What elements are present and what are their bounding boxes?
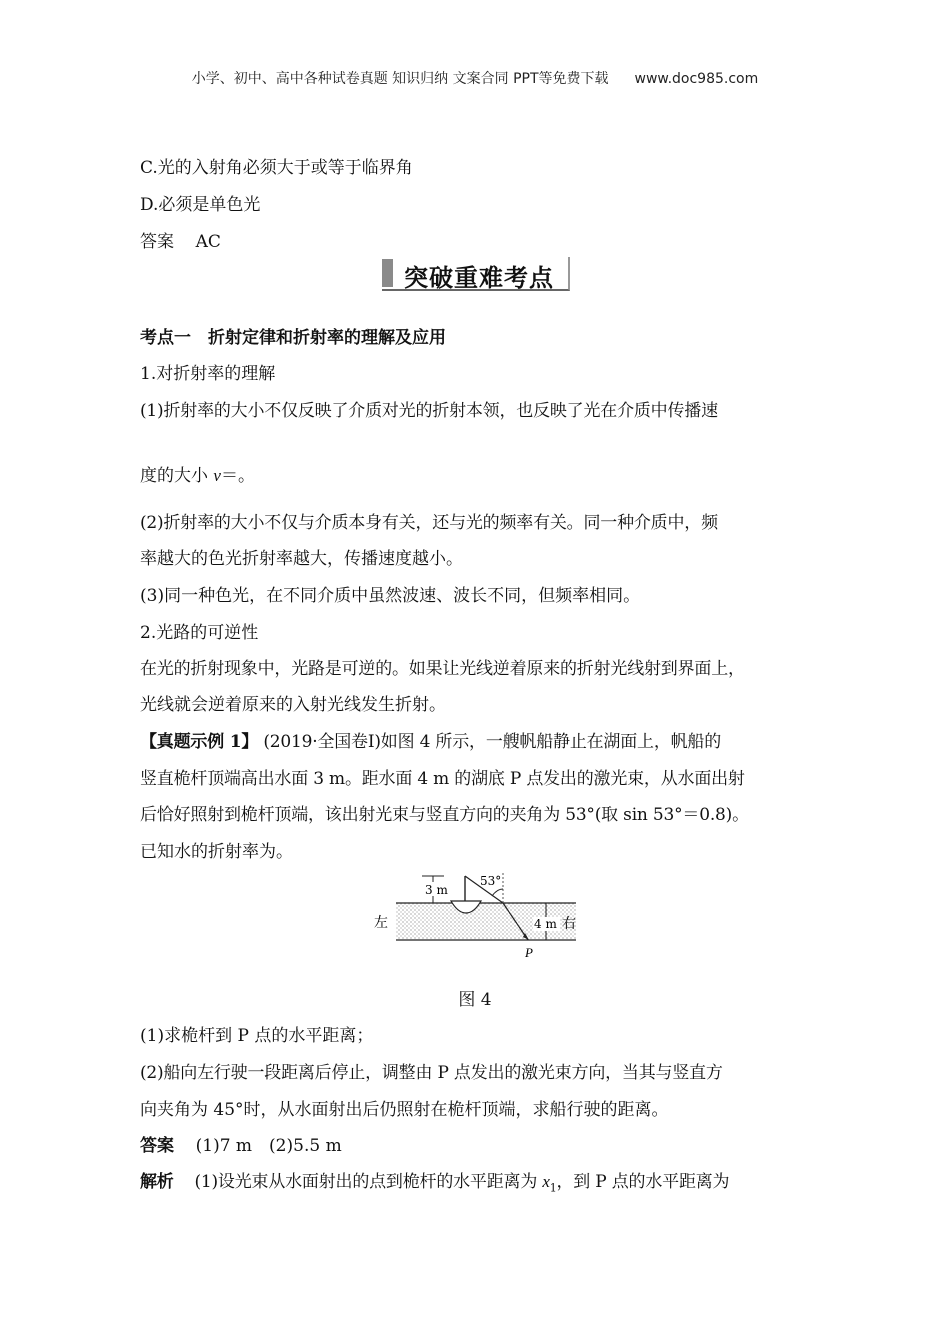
- banner-bar: [382, 259, 393, 287]
- question-2-line-2: 向夹角为 45°时，从水面射出后仍照射在桅杆顶端，求船行驶的距离。: [140, 1100, 669, 1120]
- answer-value: (1)7 m (2)5.5 m: [195, 1136, 342, 1156]
- example-line-2: 竖直桅杆顶端高出水面 3 m。距水面 4 m 的湖底 P 点发出的激光束，从水面出射: [140, 769, 745, 789]
- depth-label-4m: 4 m: [534, 917, 557, 931]
- header-text: 小学、初中、高中各种试卷真题 知识归纳 文案合同 PPT等免费下载: [191, 71, 609, 87]
- answer-label: 答案: [140, 1136, 174, 1156]
- sailboat-figure: [370, 865, 610, 965]
- answer-value: AC: [195, 232, 221, 252]
- figure-caption: 图 4: [458, 990, 492, 1010]
- analysis-text-b: ，到 P 点的水平距离为: [556, 1172, 730, 1192]
- option-d: D.必须是单色光: [140, 195, 261, 215]
- question-2-line-1: (2)船向左行驶一段距离后停止，调整由 P 点发出的激光束方向，当其与竖直方: [140, 1063, 723, 1083]
- analysis-subscript: 1: [549, 1181, 557, 1195]
- height-label-3m: 3 m: [425, 883, 448, 897]
- paragraph-4-line-2: 光线就会逆着原来的入射光线发生折射。: [140, 695, 446, 715]
- paragraph-2-line-2: 率越大的色光折射率越大，传播速度越小。: [140, 549, 463, 569]
- velocity-variable: v: [213, 466, 221, 485]
- option-c: C.光的入射角必须大于或等于临界角: [140, 158, 413, 178]
- angle-label: 53°: [480, 874, 502, 888]
- analysis: [140, 1167, 729, 1194]
- example-line-4: 已知水的折射率为。: [140, 842, 293, 862]
- example-tag: 【真题示例 1】: [140, 732, 259, 752]
- analysis-text-a: (1)设光束从水面射出的点到桅杆的水平距离为: [194, 1172, 543, 1192]
- label-right: 右: [562, 916, 576, 932]
- p1-suffix: ＝。: [220, 466, 255, 486]
- paragraph-1-line-1: (1)折射率的大小不仅反映了介质对光的折射本领，也反映了光在介质中传播速: [140, 401, 718, 421]
- paragraph-4-line-1: 在光的折射现象中，光路是可逆的。如果让光线逆着原来的折射光线射到界面上，: [140, 659, 745, 679]
- analysis-variable: x: [542, 1172, 550, 1191]
- section-banner: [382, 257, 570, 291]
- point-p-label: P: [525, 945, 533, 960]
- p1-prefix: 度的大小: [140, 466, 214, 486]
- answer-label: 答案: [140, 232, 174, 252]
- question-1: (1)求桅杆到 P 点的水平距离；: [140, 1026, 374, 1046]
- angle-arc: [492, 889, 503, 896]
- answer-previous: [140, 227, 221, 252]
- subheading-reversibility: 2.光路的可逆性: [140, 623, 259, 643]
- answer: [140, 1131, 342, 1156]
- example-line-1: [140, 727, 721, 752]
- section-heading: 考点一 折射定律和折射率的理解及应用: [140, 328, 446, 348]
- page-header: [0, 68, 950, 88]
- example-line-1-text: (2019·全国卷Ⅰ)如图 4 所示，一艘帆船静止在湖面上，帆船的: [258, 732, 722, 752]
- paragraph-1-line-2: [140, 461, 255, 486]
- banner-title: 突破重难考点: [404, 264, 554, 292]
- paragraph-2-line-1: (2)折射率的大小不仅与介质本身有关，还与光的频率有关。同一种介质中，频: [140, 513, 718, 533]
- subheading-refractive-index: 1.对折射率的理解: [140, 364, 276, 384]
- header-url[interactable]: www.doc985.com: [634, 71, 759, 87]
- paragraph-3: (3)同一种色光，在不同介质中虽然波速、波长不同，但频率相同。: [140, 586, 641, 606]
- example-line-3: 后恰好照射到桅杆顶端，该出射光束与竖直方向的夹角为 53°(取 sin 53°＝0.8)。: [140, 805, 749, 825]
- analysis-label: 解析: [140, 1172, 174, 1192]
- label-left: 左: [374, 915, 388, 931]
